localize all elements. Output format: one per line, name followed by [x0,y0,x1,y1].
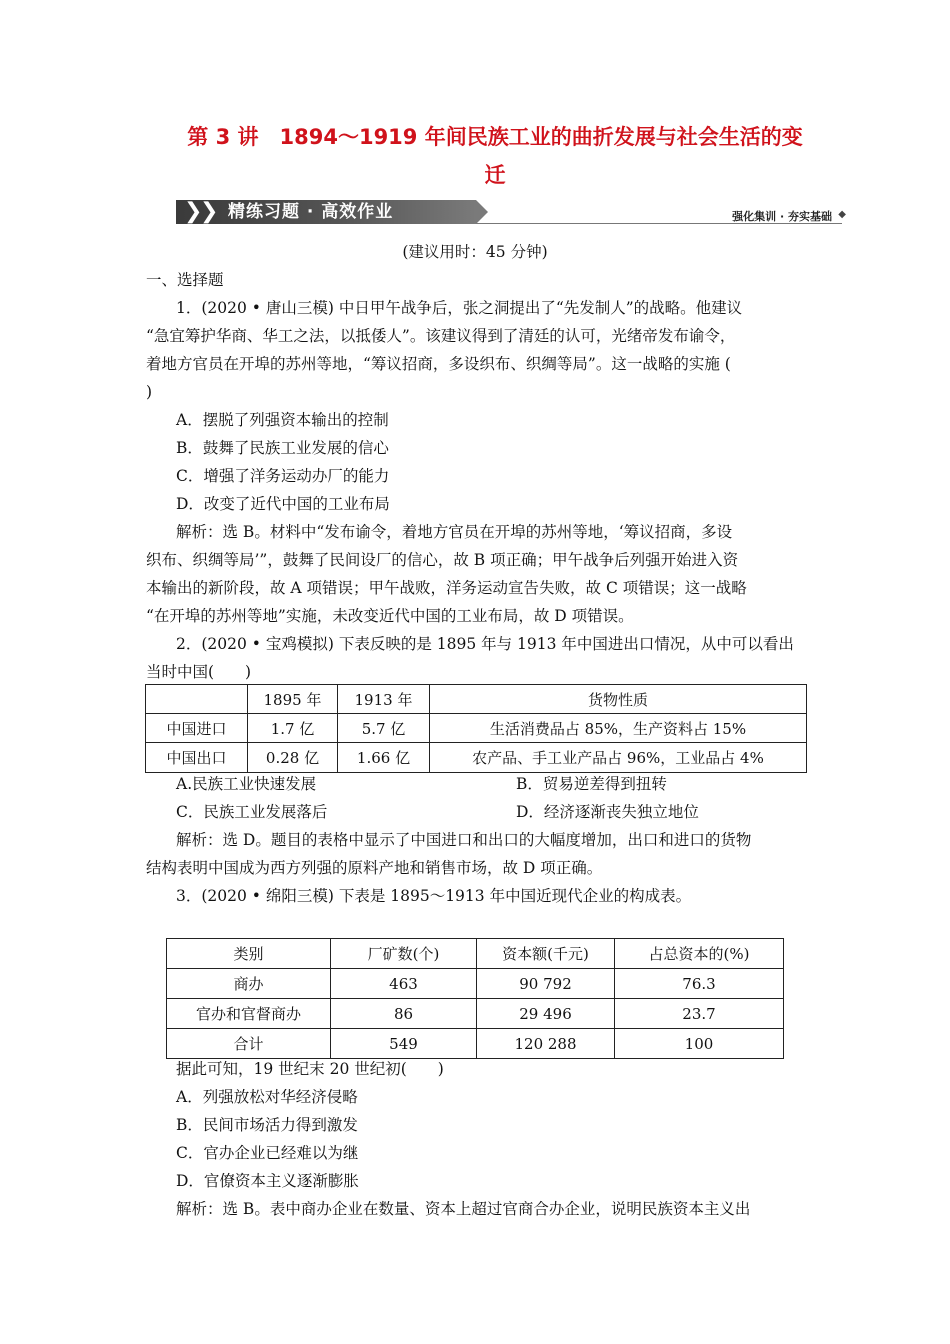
table-cell: 86 [331,999,477,1029]
trade-table [145,684,807,773]
table-header-cell: 1913 年 [338,685,430,714]
q2-analysis-line: 结构表明中国成为西方列强的原料产地和销售市场，故 D 项正确。 [146,859,603,877]
section-heading: 一、选择题 [146,271,224,289]
q1-analysis-line: “在开埠的苏州等地”实施，未改变近代中国的工业布局，故 D 项错误。 [146,607,634,625]
table-cell: 合计 [167,1029,331,1059]
q3-option-b: B．民间市场活力得到激发 [176,1116,358,1134]
table-cell: 官办和官督商办 [167,999,331,1029]
q3-analysis-line: 解析：选 B。表中商办企业在数量、资本上超过官商合办企业，说明民族资本主义出 [176,1200,751,1218]
table-row [146,714,807,743]
table-cell: 中国出口 [146,743,248,773]
q1-option-c: C．增强了洋务运动办厂的能力 [176,467,390,485]
q1-option-d: D．改变了近代中国的工业布局 [176,495,390,513]
q2-option-b: B．贸易逆差得到扭转 [516,775,667,793]
q1-option-a: A．摆脱了列强资本输出的控制 [176,411,389,429]
table-cell: 生活消费品占 85%，生产资料占 15% [430,714,807,743]
q2-analysis-line: 解析：选 D。题目的表格中显示了中国进口和出口的大幅度增加，出口和进口的货物 [176,831,752,849]
table-cell: 549 [331,1029,477,1059]
table-header-cell: 厂矿数(个) [331,939,477,969]
banner-label: 精练习题 · 高效作业 [228,202,394,222]
table-cell: 1.66 亿 [338,743,430,773]
title-line-2: 迁 [484,163,506,187]
q3-option-a: A．列强放松对华经济侵略 [176,1088,358,1106]
q1-line: 1．(2020 • 唐山三模) 中日甲午战争后，张之洞提出了“先发制人”的战略。他建议 [176,299,743,317]
table-cell: 120 288 [477,1029,615,1059]
q1-option-b: B．鼓舞了民族工业发展的信心 [176,439,389,457]
enterprise-table [166,938,784,1059]
q1-analysis-line: 解析：选 B。材料中“发布谕令，着地方官员在开埠的苏州等地，‘筹议招商，多设 [176,523,733,541]
table-cell: 商办 [167,969,331,999]
table-row [167,939,784,969]
table-cell: 中国进口 [146,714,248,743]
q3-option-c: C．官办企业已经难以为继 [176,1144,359,1162]
table-row [146,685,807,714]
q1-analysis-line: 本输出的新阶段，故 A 项错误；甲午战败，洋务运动宣告失败，故 C 项错误；这一战略 [146,579,747,597]
table-header-cell: 1895 年 [248,685,338,714]
q2-line: 当时中国( ) [146,663,252,681]
q1-line: 着地方官员在开埠的苏州等地，“筹议招商，多设织布、织绸等局”。这一战略的实施 ( [146,355,731,373]
table-cell: 463 [331,969,477,999]
q1-analysis-line: 织布、织绸等局’”，鼓舞了民间设厂的信心，故 B 项正确；甲午战争后列强开始进入资 [146,551,739,569]
table-header-cell: 货物性质 [430,685,807,714]
table-row [167,1029,784,1059]
diamond-icon: ◆ [838,209,846,220]
page-title [150,118,840,194]
table-cell: 1.7 亿 [248,714,338,743]
table-cell: 76.3 [615,969,784,999]
banner-subtitle: 强化集训 · 夯实基础 [732,210,832,223]
table-header-cell: 占总资本的(%) [615,939,784,969]
q1-line: ) [146,383,153,401]
q2-line: 2．(2020 • 宝鸡模拟) 下表反映的是 1895 年与 1913 年中国进出口情况，从中可以看出 [176,635,794,653]
table-header-cell [146,685,248,714]
q3-stem: 据此可知，19 世纪末 20 世纪初( ) [176,1060,444,1078]
table-row [167,999,784,1029]
banner-tip [476,200,488,224]
table-cell: 23.7 [615,999,784,1029]
section-banner [176,198,848,228]
q2-option-a: A.民族工业快速发展 [176,775,317,793]
table-header-cell: 资本额(千元) [477,939,615,969]
table-cell: 90 792 [477,969,615,999]
q1-line: “急宜筹护华商、华工之法，以抵倭人”。该建议得到了清廷的认可，光绪帝发布谕令， [146,327,736,345]
q3-option-d: D．官僚资本主义逐渐膨胀 [176,1172,359,1190]
table-cell: 5.7 亿 [338,714,430,743]
time-hint: (建议用时：45 分钟) [402,243,548,261]
q3-line: 3．(2020 • 绵阳三模) 下表是 1895～1913 年中国近现代企业的构成表。 [176,887,692,905]
table-cell: 100 [615,1029,784,1059]
q2-option-c: C．民族工业发展落后 [176,803,328,821]
table-header-cell: 类别 [167,939,331,969]
table-row [167,969,784,999]
table-cell: 29 496 [477,999,615,1029]
title-line-1: 第 3 讲 1894～1919 年间民族工业的曲折发展与社会生活的变 [187,125,803,149]
table-cell: 农产品、手工业产品占 96%，工业品占 4% [430,743,807,773]
table-cell: 0.28 亿 [248,743,338,773]
table-row [146,743,807,773]
q2-option-d: D．经济逐渐丧失独立地位 [516,803,699,821]
chevron-right-icon: ❯ [184,199,203,224]
chevron-right-icon: ❯ [200,199,219,224]
